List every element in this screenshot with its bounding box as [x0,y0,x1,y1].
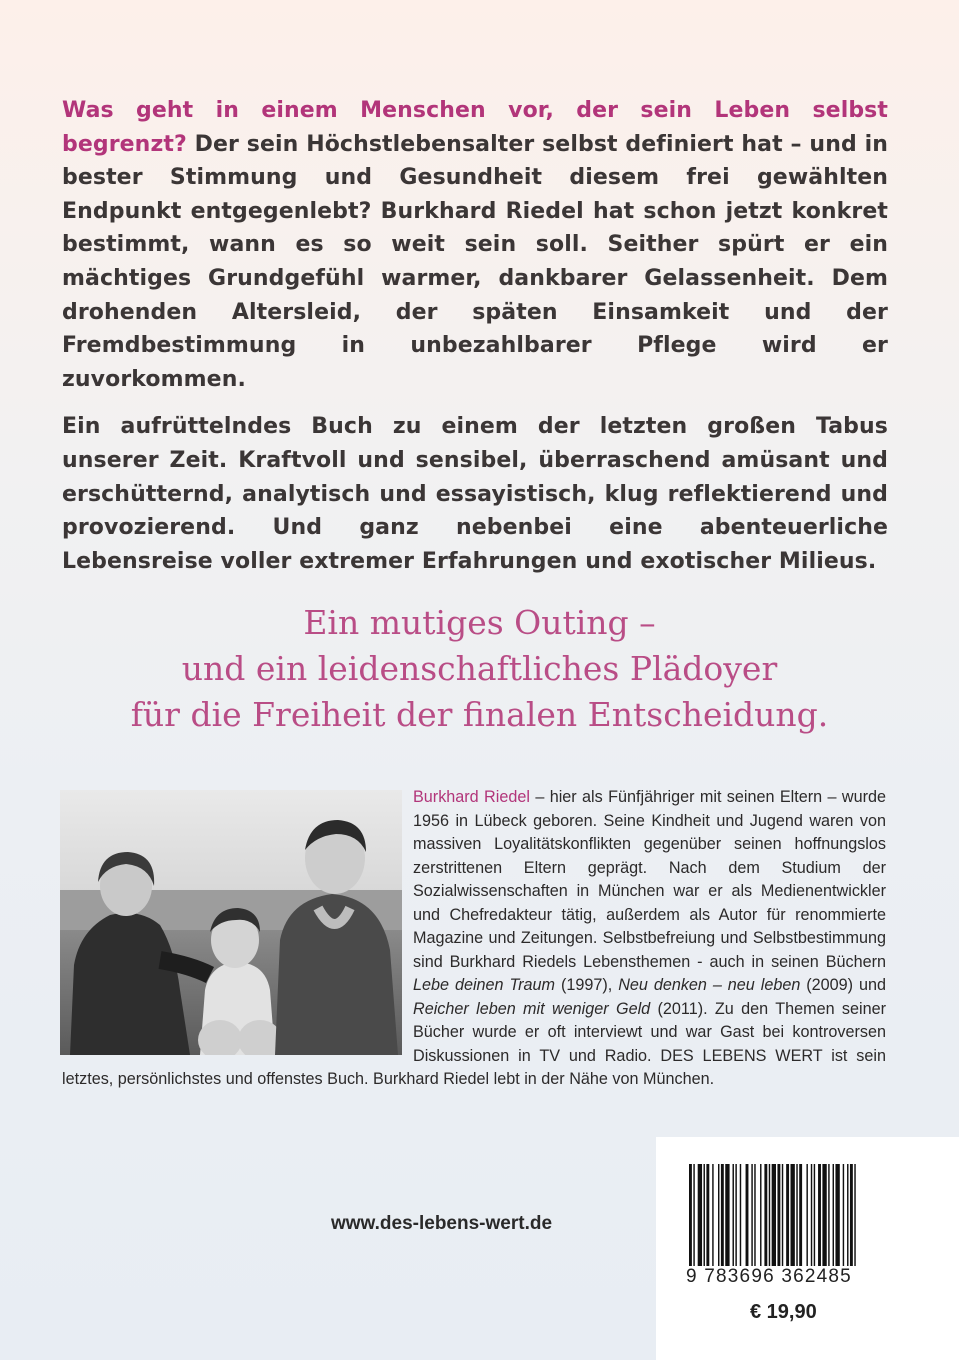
barcode-icon [689,1164,917,1266]
bio-photo-spacer [62,786,413,1058]
bio-text-3: (2009) und [800,976,886,994]
book-title-1: Lebe deinen Traum [413,976,556,994]
website-url[interactable]: www.des-lebens-wert.de [331,1213,553,1234]
author-name: Burkhard Riedel [413,788,530,806]
blurb-question: Was geht in einem Menschen vor, der sein Leben selbst begrenzt? [62,98,888,157]
blurb-paragraph-1-text: Der sein Höchstlebensalter selbst definiert hat – und in bester Stimmung und Gesundheit diesem frei gewählten Endpunkt entgegenlebt? Burkhard Riedel hat schon jetzt konkret bestimmt, wann es so weit sein soll. Seither spürt er ein mächtiges Grundgefühl warmer, dankbarer Gelassenheit. Dem drohenden Altersleid, der späten Einsamkeit und der Fremdbestimmung in unbezahlbarer Pflege wird er zuvorkommen. [62,131,889,392]
barcode-box [656,1137,959,1360]
blurb-paragraph-1 [62,94,888,396]
slogan-line-2: und ein leidenschaftliches Plädoyer [181,649,778,688]
slogan [0,600,959,738]
slogan-line-3: für die Freiheit der finalen Entscheidung. [130,695,829,734]
bio-text-2: (1997), [555,976,619,994]
bio-text-4: (2011). Zu den Themen seiner Bücher wurde er oft interviewt und war Gast bei kontroversen Diskussionen in TV und Radio. DES LEBENS WERT ist sein letztes, persönlichstes und offenstes Buch. Burkhard Riedel lebt in der Nähe von München. [62,999,886,1088]
slogan-line-1: Ein mutiges Outing – [303,603,656,642]
book-title-3: Reicher leben mit weniger Geld [413,999,651,1018]
author-bio [62,786,886,1092]
blurb [62,94,888,578]
book-title-2: Neu denken – neu leben [618,976,801,994]
isbn-digits: 9 783696 362485 [686,1266,852,1287]
price: € 19,90 [750,1301,817,1323]
bio-text-1: – hier als Fünfjähriger mit seinen Eltern – wurde 1956 in Lübeck geboren. Seine Kindheit und Jugend waren von massiven Loyalitätskonflikten gegenüber seinen hoffnungslos zerstrittenen Eltern geprägt. Nach dem Studium der Sozialwissenschaften in München war er als Medienentwickler und Chefredakteur tätig, außerdem als Autor für renommierte Magazine und Zeitungen. Selbstbefreiung und Selbstbestimmung sind Burkhard Riedels Lebensthemen - auch in seinen Büchern [413,788,886,971]
blurb-paragraph-2: Ein aufrüttelndes Buch zu einem der letzten großen Tabus unserer Zeit. Kraftvoll und sensibel, überraschend amüsant und erschütternd, analytisch und essayistisch, klug reflektierend und provozierend. Und ganz nebenbei eine abenteuerliche Lebensreise voller extremer Erfahrungen und exotischer Milieus. [62,414,888,574]
